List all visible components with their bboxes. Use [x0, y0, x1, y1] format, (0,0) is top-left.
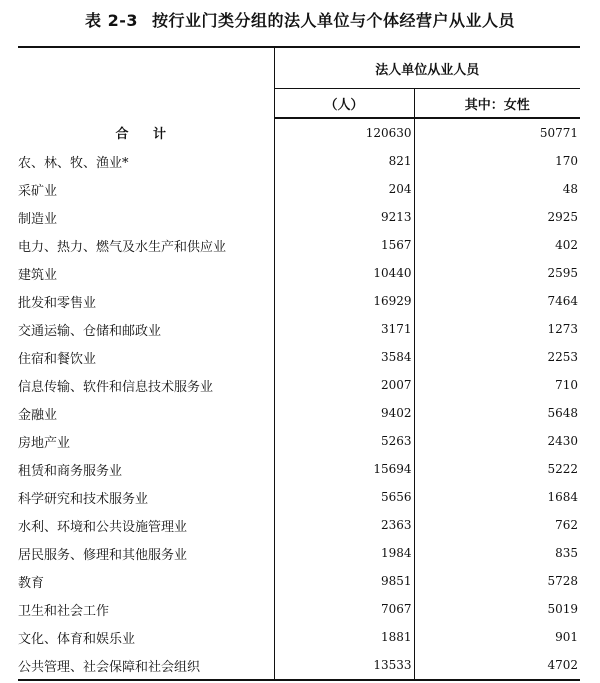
employees-female: 170	[555, 154, 579, 168]
table-row	[18, 567, 580, 595]
employees-female: 402	[555, 238, 579, 252]
employees-total: 9851	[274, 567, 414, 595]
employees-total: 204	[274, 175, 414, 203]
table-row	[18, 147, 580, 175]
employment-table	[18, 46, 580, 681]
employees-total: 1567	[274, 231, 414, 259]
employees-total: 10440	[274, 259, 414, 287]
employees-total: 2363	[274, 511, 414, 539]
employees-female: 710	[555, 378, 579, 392]
employees-female: 4702	[414, 651, 580, 680]
header-unit-label: （人）	[274, 89, 414, 119]
employees-total: 15694	[274, 455, 414, 483]
header-stub-cell	[18, 47, 274, 118]
table-row	[18, 315, 580, 343]
employees-total: 821	[274, 147, 414, 175]
employees-female: 901	[555, 630, 579, 644]
industry-name: 科学研究和技术服务业	[18, 483, 274, 511]
employees-total: 3584	[274, 343, 414, 371]
industry-name: 建筑业	[18, 259, 274, 287]
industry-name: 公共管理、社会保障和社会组织	[18, 651, 274, 680]
industry-name: 制造业	[18, 203, 274, 231]
industry-name: 批发和零售业	[18, 287, 274, 315]
table-row	[18, 455, 580, 483]
industry-name: 采矿业	[18, 175, 274, 203]
table-body	[18, 118, 580, 680]
employees-female: 50771	[539, 126, 579, 140]
table-row	[18, 427, 580, 455]
table-row	[18, 203, 580, 231]
industry-name: 电力、热力、燃气及水生产和供应业	[18, 231, 274, 259]
industry-name: 合 计	[18, 118, 274, 147]
table-row	[18, 231, 580, 259]
table-row-total	[18, 118, 580, 147]
employees-total: 13533	[274, 651, 414, 680]
employees-total: 9402	[274, 399, 414, 427]
employees-female: 2430	[547, 434, 579, 448]
employees-female: 48	[562, 182, 579, 196]
industry-name: 房地产业	[18, 427, 274, 455]
industry-name: 金融业	[18, 399, 274, 427]
industry-name: 农、林、牧、渔业*	[18, 147, 274, 175]
table-row	[18, 595, 580, 623]
employees-female: 1684	[547, 490, 579, 504]
table-row	[18, 623, 580, 651]
table-row	[18, 511, 580, 539]
industry-name: 租赁和商务服务业	[18, 455, 274, 483]
table-row	[18, 259, 580, 287]
employees-total: 5656	[274, 483, 414, 511]
employees-total: 9213	[274, 203, 414, 231]
table-number: 表 2-3	[85, 11, 138, 30]
header-female-label: 其中：女性	[414, 89, 580, 119]
employees-female: 5648	[547, 406, 579, 420]
industry-name: 居民服务、修理和其他服务业	[18, 539, 274, 567]
employees-total: 1881	[274, 623, 414, 651]
employees-female: 5728	[547, 574, 579, 588]
industry-name: 交通运输、仓储和邮政业	[18, 315, 274, 343]
table-title-text: 按行业门类分组的法人单位与个体经营户从业人员	[151, 11, 515, 30]
employees-female: 5019	[547, 602, 579, 616]
table-row	[18, 399, 580, 427]
table-title	[0, 10, 600, 32]
table-header	[18, 47, 580, 118]
employees-female: 2595	[547, 266, 579, 280]
table-row	[18, 343, 580, 371]
table-row	[18, 539, 580, 567]
employees-female: 5222	[547, 462, 579, 476]
employees-total: 2007	[274, 371, 414, 399]
employees-total: 16929	[274, 287, 414, 315]
header-group-label: 法人单位从业人员	[274, 47, 580, 89]
table-row	[18, 287, 580, 315]
industry-name: 教育	[18, 567, 274, 595]
employees-female: 2253	[547, 350, 579, 364]
employees-total: 120630	[274, 118, 414, 147]
table-row	[18, 483, 580, 511]
industry-name: 文化、体育和娱乐业	[18, 623, 274, 651]
industry-name: 住宿和餐饮业	[18, 343, 274, 371]
employees-total: 5263	[274, 427, 414, 455]
employees-total: 3171	[274, 315, 414, 343]
industry-name: 信息传输、软件和信息技术服务业	[18, 371, 274, 399]
employees-female: 1273	[547, 322, 579, 336]
industry-name: 卫生和社会工作	[18, 595, 274, 623]
employees-total: 7067	[274, 595, 414, 623]
employees-female: 762	[555, 518, 579, 532]
employees-total: 1984	[274, 539, 414, 567]
employees-female: 835	[555, 546, 579, 560]
table-row	[18, 651, 580, 680]
industry-name: 水利、环境和公共设施管理业	[18, 511, 274, 539]
table-row	[18, 175, 580, 203]
employees-female: 2925	[547, 210, 579, 224]
table-row	[18, 371, 580, 399]
employees-female: 7464	[547, 294, 579, 308]
